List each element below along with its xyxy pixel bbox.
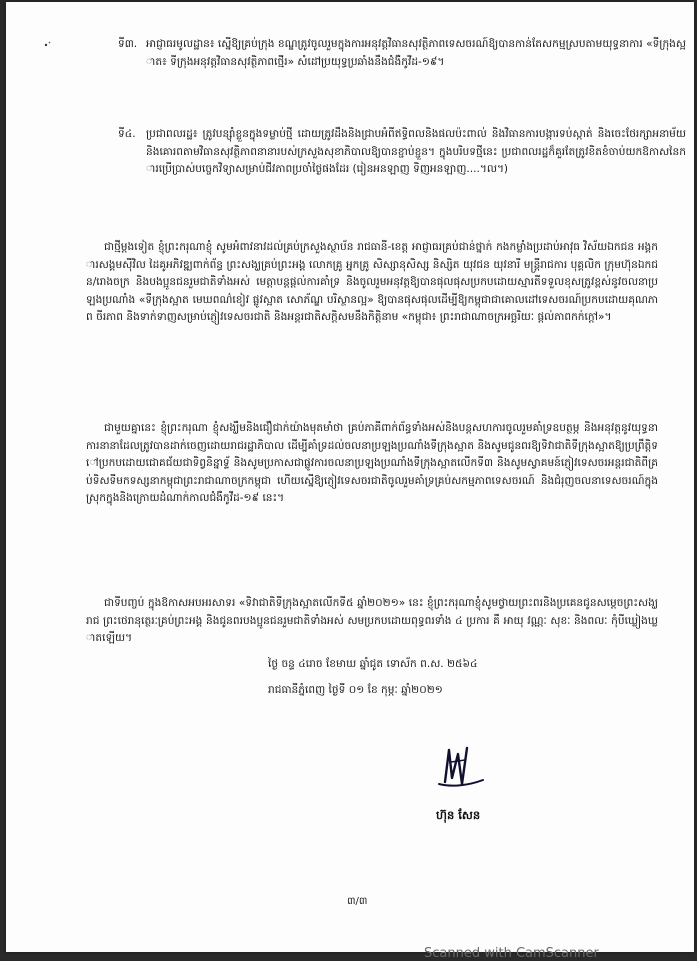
handwritten-signature bbox=[431, 740, 491, 790]
scanner-watermark: Scanned with CamScanner bbox=[424, 946, 599, 961]
document-page bbox=[6, 2, 694, 961]
signer-name: ហ៊ុន សែន bbox=[436, 808, 481, 822]
appeal-paragraph: ជាថ្មីម្តងទៀត ខ្ញុំព្រះករុណាខ្ញុំ សូមអំពាវនាវដល់គ្រប់ក្រសួងស្ថាប័ន រាជធានី-ខេត្ត អាជ្ញាធរគ្រប់ជាន់ថ្នាក់ កងកម្លាំងប្រដាប់អាវុធ វិស័យឯកជន អង្គការសង្គមស៊ីវិល ដៃគូអភិវឌ្ឍពាក់ព័ន្ធ ព្រះសង្ឃគ្រប់ព្រះអង្គ លោកគ្រូ អ្នកគ្រូ សិស្សានុសិស្ស និស្សិត យុវជន យុវនារី មន្ត្រីរាជការ បុគ្គលិក ក្រុមហ៊ុនឯកជន/រោងចក្រ និងបងប្អូនជនរួមជាតិទាំងអស់ មេត្តាបន្តផ្តល់ការគាំទ្រ និងចូលរួមអនុវត្តឱ្យបានផុលផុសប្រកបដោយស្មារតីទទួលខុសត្រូវខ្ពស់នូវចលនាប្រឡងប្រណាំង «ទីក្រុងស្អាត មេឃពណ៌ខៀវ ផ្លូវស្អាត សោភ័ណ្ឌ បរិស្ថានល្អ» ឱ្យបានផុសផុលដើម្បីឱ្យកម្ពុជាជាគោលដៅទេសចរណ៍ប្រកបដោយគុណភាព ចីរភាព និងទាក់ទាញសម្រាប់ភ្ញៀវទេសចរជាតិ និងអន្តរជាតិសក្តិសមនឹងកិត្តិនាម «កម្ពុជា៖ ព្រះរាជាណាចក្រអច្ឆរិយៈ ផ្តល់ភាពកក់ក្តៅ»។ bbox=[86, 241, 658, 323]
hope-paragraph: ជាមួយគ្នានេះ ខ្ញុំព្រះករុណា ខ្ញុំសង្ឃឹមនិងជឿជាក់យ៉ាងមុតមាំថា គ្រប់ភាគីពាក់ព័ន្ធទាំងអស់និងបន្តសហការចូលរួមគាំទ្រឧបត្ថម្ភ និងអនុវត្តនូវយុទ្ធនាការនានាដែលត្រូវបានដាក់ចេញដោយរាជរដ្ឋាភិបាល ដើម្បីគាំទ្រដល់ចលនាប្រឡងប្រណាំងទីក្រុងស្អាត និងសូមជូនពរឱ្យទិវាជាតិទីក្រុងស្អាតឱ្យប្រព្រឹត្តិទៅប្រកបដោយជោគជ័យជាទិព្វនិន្នាទ្ទ័ និងសូមប្រកាសជាផ្លូវការចលនាប្រឡងប្រណាំងទីក្រុងស្អាតលើកទី៣ និងសូមស្វាគមន៍ភ្ញៀវទេសចរអន្តរជាតិពីគ្រប់ទិសទីមកទស្សនាកម្ពុជាព្រះរាជាណាចក្រកម្ពុជា ហើយស្នើឱ្យភ្ញៀវទេសចរជាតិចូលរួមគាំទ្រគ្រប់សកម្មភាពទេសចរណ៍ និងជំរុញចលនាទេសចរណ៍ក្នុងស្រុកក្នុងនិងក្រោយដំណាក់កាលជំងឺកូវីដ-១៩ នេះ។ bbox=[86, 422, 658, 504]
item-3-text: អាជ្ញាធរមូលដ្ឋាន៖ ស្នើឱ្យគ្រប់ក្រុង ខណ្ឌត្រូវចូលរួមក្នុងការអនុវត្តវិធានសុវត្ថិភាពទេសចរណ៍ឱ្យបានកាន់តែសកម្មស្របតាមយុទ្ធនាការ «ទីក្រុងស្អាត៖ ទីក្រុងអនុវត្តវិធានសុវត្ថិភាពថ្មើរ» សំដៅប្រយុទ្ធប្រឆាំងនឹងជំងឺកូវីដ-១៩។ bbox=[146, 38, 686, 68]
lunar-date-line: ថ្ងៃ ចន្ទ ៤រោច ខែមាឃ ឆ្នាំជូត ទោស័ក ព.ស. ២៥៦៤ bbox=[268, 658, 478, 670]
solar-date-line: រាជធានីភ្នំពេញ ថ្ងៃទី ០១ ខែ កុម្ភៈ ឆ្នាំ២០២១ bbox=[268, 684, 443, 696]
page-number: ៣/៣ bbox=[347, 896, 368, 907]
item-4-text: ប្រជាពលរដ្ឋ៖ ត្រូវបន្ស៊ាំខ្លួនក្នុងទម្លាប់ថ្មី ដោយត្រូវដឹងនិងជ្រាបអំពីឥទ្ធិពលនិងផលប៉ះពាល់ និងវិធានការបង្ការទប់ស្កាត់ និងចេះថែរក្សាអនាម័យ និងគោរពតាមវិធានសុវត្ថិភាពនានារបស់ក្រសួងសុខាភិបាលឱ្យបានខ្ជាប់ខ្ជួន។ ក្នុងបរិបទថ្មីនេះ ប្រជាពលរដ្ឋក៏គួរតែត្រូវខិតខំចាប់យកឱកាសនៃការប្រើប្រាស់បច្ចេកវិទ្យាសម្រាប់ជីវភាពប្រចាំថ្ងៃផងដែរ (រៀនអនឡាញ ទិញអនឡាញ....។ល។) bbox=[146, 128, 686, 175]
closing-paragraph: ជាទីបញ្ចប់ ក្នុងឱកាសអបអរសាទរ «ទិវាជាតិទីក្រុងស្អាតលើកទី៥ ឆ្នាំ២០២១» នេះ ខ្ញុំព្រះករុណាខ្ញុំសូមថ្វាយព្រះពរនិងប្រគេនជូនសម្តេចព្រះសង្ឃរាជ ព្រះថេរានុត្ថេរៈគ្រប់ព្រះអង្គ និងជូនពរបងប្អូនជនរួមជាតិទាំងអស់ សមប្រកបដោយពុទ្ធពរទាំង ៤ ប្រការ គឺ អាយុ វណ្ណៈ សុខៈ និងពលៈ កុំបីឃ្លៀងឃ្លាតឡើយ។ bbox=[86, 597, 658, 644]
item-3-number: ទី៣. bbox=[118, 38, 138, 50]
numbered-item-3 bbox=[118, 36, 686, 89]
item-4-number: ទី៤. bbox=[118, 128, 136, 140]
numbered-item-4 bbox=[118, 126, 686, 233]
scan-speck-mark bbox=[44, 40, 52, 48]
